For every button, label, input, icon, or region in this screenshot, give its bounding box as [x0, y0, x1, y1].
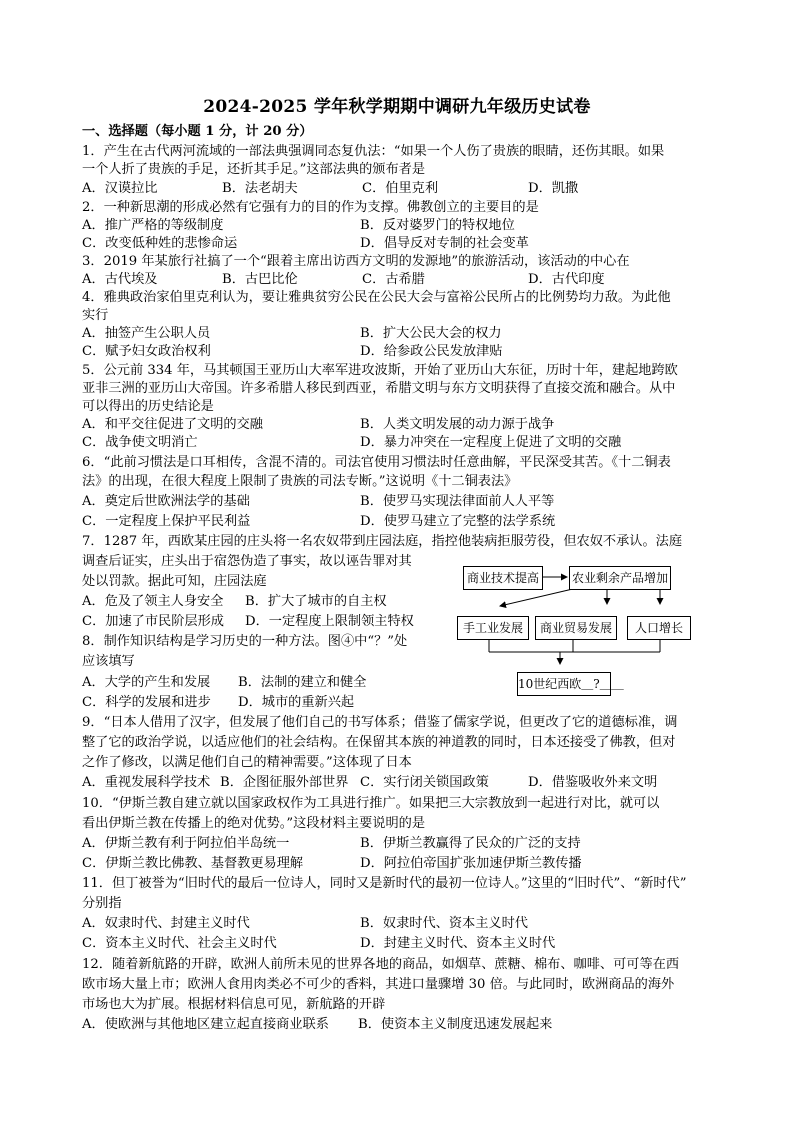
diagram-box-handicraft: 手工业发展 [457, 616, 529, 640]
q11-option-d: D．封建主义时代、资本主义时代 [360, 936, 556, 951]
q7-option-c: C．加速了市民阶层形成 [82, 614, 224, 629]
q9-line2: 整了它的政治学说，以适应他们的社会结构。在保留其本族的神道教的同时，日本还接受了佛教，但对 [82, 735, 676, 750]
q2-option-a: A．推广严格的等级制度 [82, 218, 224, 233]
q9-option-a: A．重视发展科学技术 [82, 775, 211, 790]
knowledge-structure-diagram [455, 560, 705, 700]
q8-line2: 应该填写 [82, 654, 135, 669]
q2-option-c: C．改变低种姓的悲惨命运 [82, 236, 238, 251]
q12-line1: 12．随着新航路的开辟，欧洲人前所未见的世界各地的商品，如烟草、蔗糖、棉布、咖啡、可可等在西 [82, 957, 680, 972]
q5-line1: 5．公元前 334 年，马其顿国王亚历山大率军进攻波斯，开始了亚历山大东征，历时十年，建起地跨欧 [82, 363, 678, 378]
diagram-box-result: 10世纪西欧＿?＿＿ [517, 672, 611, 696]
q10-option-a: A．伊斯兰教有利于阿拉伯半岛统一 [82, 836, 290, 851]
q1-option-c: C．伯里克利 [362, 181, 439, 196]
q12-option-a: A．使欧洲与其他地区建立起直接商业联系 [82, 1017, 329, 1032]
q3-option-d: D．古代印度 [528, 272, 605, 287]
q6-option-d: D．使罗马建立了完整的法学系统 [360, 514, 556, 529]
q12-line3: 市场也大为扩展。根据材料信息可见，新航路的开辟 [82, 997, 386, 1012]
q6-line2: 法》的出现，在很大程度上限制了贵族的司法专断。”这说明《十二铜表法》 [82, 474, 518, 489]
q8-option-a: A．大学的产生和发展 [82, 675, 211, 690]
q9-line3: 之作了修改，以满足他们自己的精神需要。”这体现了日本 [82, 755, 412, 770]
q8-option-d: D．城市的重新兴起 [238, 695, 355, 710]
q3-line1: 3．2019 年某旅行社搞了一个“跟着主席出访西方文明的发源地”的旅游活动，该活动的中心在 [82, 254, 630, 269]
q4-option-c: C．赋予妇女政治权利 [82, 344, 211, 359]
q5-line2: 亚非三洲的亚历山大帝国。许多希腊人移民到西亚，希腊文明与东方文明获得了直接交流和融合。从中 [82, 381, 676, 396]
q5-option-a: A．和平交往促进了文明的交融 [82, 417, 263, 432]
q7-option-b: B．扩大了城市的自主权 [245, 594, 387, 609]
q9-option-d: D．借鉴吸收外来文明 [528, 775, 658, 790]
q11-option-a: A．奴隶时代、封建主义时代 [82, 916, 250, 931]
q1-line1: 1．产生在古代两河流域的一部法典强调同态复仇法：“如果一个人伤了贵族的眼睛，还伤其眼。如果 [82, 144, 665, 159]
q10-line1: 10．“伊斯兰教自建立就以国家政权作为工具进行推广。如果把三大宗教放到一起进行对比，就可以 [82, 796, 660, 811]
q8-option-c: C．科学的发展和进步 [82, 695, 211, 710]
q11-line2: 分别指 [82, 896, 122, 911]
q10-line2: 看出伊斯兰教在传播上的绝对优势。”这段材料主要说明的是 [82, 816, 426, 831]
q3-option-a: A．古代埃及 [82, 272, 158, 287]
diagram-box-trade: 商业贸易发展 [535, 616, 617, 640]
q12-line2: 欧市场大量上市；欧洲人食用肉类必不可少的香料，其进口量骤增 30 倍。与此同时，欧洲商品的海外 [82, 977, 675, 992]
q4-option-d: D．给参政公民发放津贴 [360, 344, 503, 359]
q4-line2: 实行 [82, 308, 109, 323]
q4-option-a: A．抽签产生公职人员 [82, 326, 211, 341]
q10-option-b: B．伊斯兰教赢得了民众的广泛的支持 [360, 836, 581, 851]
q1-option-a: A．汉谟拉比 [82, 181, 158, 196]
q3-option-b: B．古巴比伦 [222, 272, 298, 287]
q3-option-c: C．古希腊 [362, 272, 425, 287]
q7-option-d: D．一定程度上限制领主特权 [245, 614, 414, 629]
q9-line1: 9．“日本人借用了汉字，但发展了他们自己的书写体系；借鉴了儒家学说，但更改了它的道德标准，调 [82, 715, 678, 730]
diagram-box-agri-surplus: 农业剩余产品增加 [569, 566, 671, 590]
q6-option-c: C．一定程度上保护平民利益 [82, 514, 251, 529]
q11-line1: 11．但丁被誉为“旧时代的最后一位诗人，同时又是新时代的最初一位诗人。”这里的“旧时代”、“新时代” [82, 876, 687, 891]
q8-option-b: B．法制的建立和健全 [238, 675, 367, 690]
q11-option-b: B．奴隶时代、资本主义时代 [360, 916, 528, 931]
q9-option-c: C．实行闭关锁国政策 [360, 775, 489, 790]
q7-line1: 7．1287 年，西欧某庄园的庄头将一名农奴带到庄园法庭，指控他装病拒服劳役，但农奴不承认。法庭 [82, 534, 683, 549]
q6-line1: 6．“此前习惯法是口耳相传，含混不清的。司法官使用习惯法时任意曲解，平民深受其苦。《十二铜表 [82, 455, 671, 470]
q1-option-d: D．凯撒 [528, 181, 579, 196]
q7-option-a: A．危及了领主人身安全 [82, 594, 224, 609]
q10-option-c: C．伊斯兰教比佛教、基督教更易理解 [82, 856, 304, 871]
q11-option-c: C．资本主义时代、社会主义时代 [82, 936, 277, 951]
q2-option-b: B．反对婆罗门的特权地位 [360, 218, 515, 233]
section-heading: 一、选择题（每小题 1 分，计 20 分） [82, 124, 313, 139]
q5-option-b: B．人类文明发展的动力源于战争 [360, 417, 555, 432]
q1-option-b: B．法老胡夫 [222, 181, 298, 196]
exam-title: 2024-2025 学年秋学期期中调研九年级历史试卷 [203, 97, 591, 117]
q2-option-d: D．倡导反对专制的社会变革 [360, 236, 529, 251]
q6-option-b: B．使罗马实现法律面前人人平等 [360, 494, 555, 509]
q4-option-b: B．扩大公民大会的权力 [360, 326, 502, 341]
q5-option-d: D．暴力冲突在一定程度上促进了文明的交融 [360, 435, 622, 450]
q6-option-a: A．奠定后世欧洲法学的基础 [82, 494, 250, 509]
q4-line1: 4．雅典政治家伯里克利认为，要让雅典贫穷公民在公民大会与富裕公民所占的比例势均力敌。为此他 [82, 290, 671, 305]
q10-option-d: D．阿拉伯帝国扩张加速伊斯兰教传播 [360, 856, 582, 871]
diagram-box-population: 人口增长 [627, 616, 691, 640]
q5-line3: 可以得出的历史结论是 [82, 399, 214, 414]
q12-option-b: B．使资本主义制度迅速发展起来 [358, 1017, 553, 1032]
q9-option-b: B．企图征服外部世界 [220, 775, 349, 790]
q7-line3: 处以罚款。据此可知，庄园法庭 [82, 574, 267, 589]
q1-line2: 一个人折了贵族的手足，还折其手足。”这部法典的颁布者是 [82, 162, 426, 177]
q2-line1: 2．一种新思潮的形成必然有它强有力的目的作为支撑。佛教创立的主要目的是 [82, 200, 539, 215]
q5-option-c: C．战争使文明消亡 [82, 435, 198, 450]
diagram-box-commerce-tech: 商业技术提高 [463, 566, 543, 590]
q7-line2: 调查后证实，庄头出于宿怨伪造了事实，故以诬告罪对其 [82, 554, 412, 569]
q8-line1: 8．制作知识结构是学习历史的一种方法。图④中“？”处 [82, 634, 408, 649]
